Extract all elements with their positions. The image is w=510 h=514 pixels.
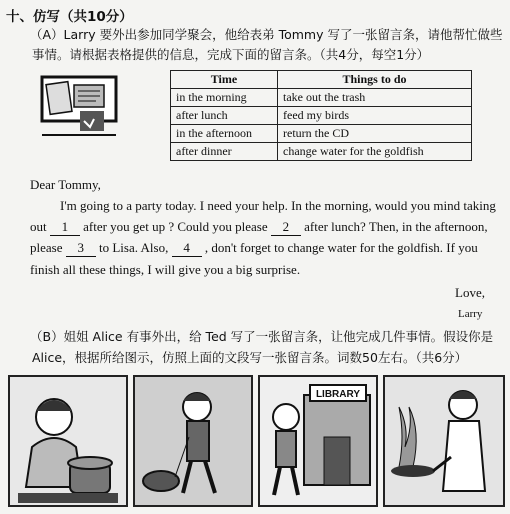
- letter-line-4: finish all these things, I will give you a big surprise.: [30, 262, 301, 277]
- blank-4: 4: [172, 240, 202, 257]
- letter-line-1: I'm going to a party today. I need your help. In the morning, would you mind taking: [60, 198, 496, 213]
- picture-walking-dog: [133, 375, 253, 507]
- blank-3: 3: [66, 240, 96, 257]
- letter-text: after lunch? Then, in the afternoon,: [304, 219, 488, 234]
- table-cell-task: take out the trash: [278, 89, 472, 107]
- table-header-things: Things to do: [278, 71, 472, 89]
- partB-instruction-line1: （B）姐姐 Alice 有事外出，给 Ted 写了一张留言条，让他完成几件事情。假设你是: [30, 329, 494, 344]
- table-cell-task: return the CD: [278, 125, 472, 143]
- table-cell-task: change water for the goldfish: [278, 143, 472, 161]
- table-cell-time: after dinner: [171, 143, 278, 161]
- table-header-time: Time: [171, 71, 278, 89]
- partA-instruction-line1: （A）Larry 要外出参加同学聚会，他给表弟 Tommy 写了一张留言条，请他帮忙做些: [30, 27, 503, 42]
- table-cell-time: in the morning: [171, 89, 278, 107]
- picture-library: [258, 375, 378, 507]
- letter-line-2: [30, 219, 488, 236]
- table-row: [171, 107, 472, 125]
- picture-cooking: [8, 375, 128, 507]
- letter-text: please: [30, 240, 63, 255]
- letter-text: after you get up ? Could you please: [83, 219, 268, 234]
- section-title: 十、仿写（共10分）: [6, 9, 133, 25]
- blank-2: 2: [271, 219, 301, 236]
- picture-frying: [383, 375, 505, 507]
- table-cell-time: in the afternoon: [171, 125, 278, 143]
- letter-signature: Larry: [458, 308, 483, 320]
- table-row: [171, 125, 472, 143]
- notice-board-illustration: [40, 75, 118, 141]
- partB-instruction-line2: Alice，根据所给图示，仿照上面的文段写一张留言条。词数50左右。（共6分）: [32, 350, 468, 365]
- todo-table: [170, 70, 472, 161]
- table-cell-time: after lunch: [171, 107, 278, 125]
- table-cell-task: feed my birds: [278, 107, 472, 125]
- blank-1: 1: [50, 219, 80, 236]
- library-sign-text: LIBRARY: [315, 389, 361, 400]
- partA-instruction-line2: 事情。请根据表格提供的信息，完成下面的留言条。（共4分，每空1分）: [32, 47, 430, 62]
- letter-closing: Love,: [455, 285, 485, 300]
- letter-text: out: [30, 219, 47, 234]
- letter-text: , don't forget to change water for the goldfish. If you: [204, 240, 478, 255]
- table-row: [171, 89, 472, 107]
- letter-greeting: Dear Tommy,: [30, 177, 101, 192]
- table-row: [171, 143, 472, 161]
- letter-text: to Lisa. Also,: [98, 240, 169, 255]
- letter-line-3: [30, 240, 478, 257]
